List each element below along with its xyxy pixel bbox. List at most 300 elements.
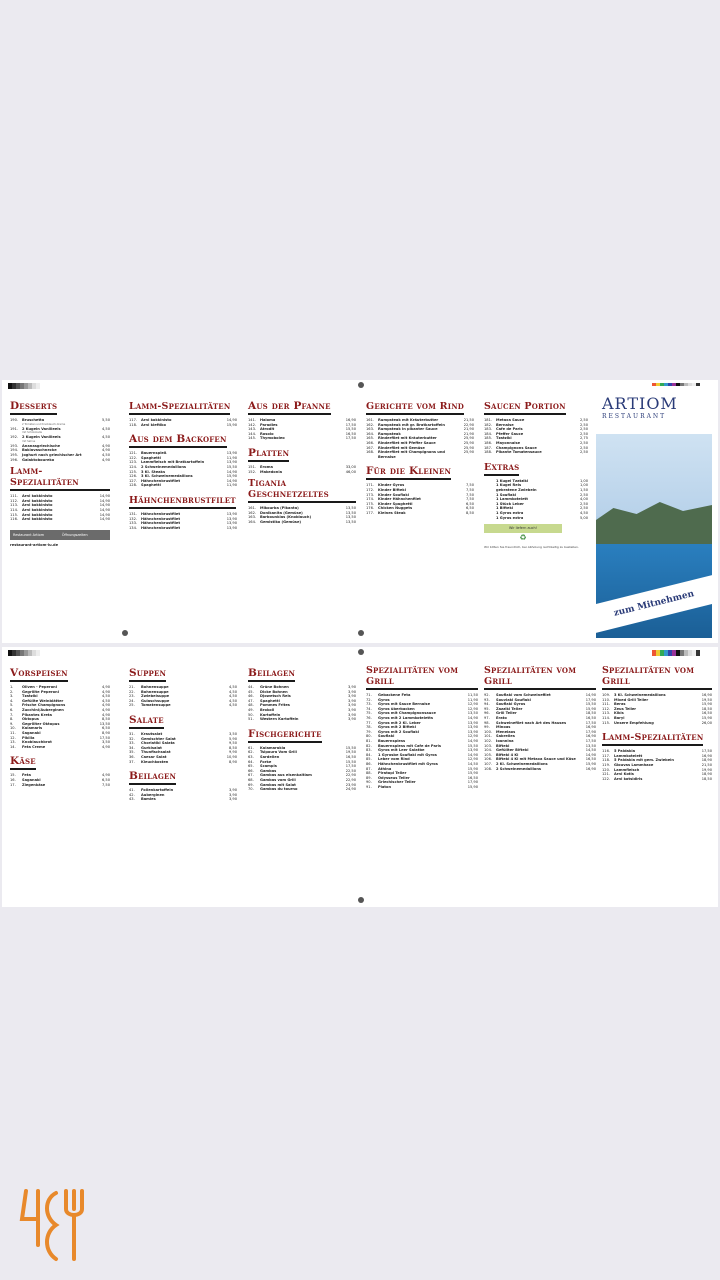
menu-item-num: 133. [129,521,138,526]
menu-item-num: 66. [248,768,254,773]
menu-item-price: 25,90 [463,450,474,455]
menu-item-name: Bifteki 4 Kl [496,752,519,757]
menu-item-name: Champignons Sauce [496,445,537,450]
menu-item-name: Pommes Frites [260,703,290,708]
menu-item-price: 2,50 [579,431,588,436]
menu-item-name: Donikanita (Gemüse) [260,510,303,515]
menu-item-price: 2,50 [579,501,588,506]
menu-item-name: 3 Kl. Schweinemedaillons [614,693,666,697]
menu-item-desc: mit Sahne [22,439,36,443]
menu-item-num: 78. [366,725,372,730]
menu-item-price: 17,50 [585,738,596,743]
menu-item-price: 46,00 [345,469,356,474]
menu-item-name: Hähnchenbrustfilet [141,516,181,521]
menu-item-num: 10. [10,726,16,731]
menu-item-num: 163. [366,427,375,432]
menu-item-num: 75. [366,711,372,716]
menu-item-name: Zucchini/Auberginen [22,707,64,712]
menu-item-num: 118. [602,758,611,763]
menu-item-num: 151. [248,464,257,469]
menu-item-num: 85. [366,757,372,762]
registration-mark [358,897,364,903]
restaurant-info-box [10,530,110,540]
menu-item-name: Gambas [260,768,277,773]
menu-item-num: 80. [366,734,372,739]
menu-item-name: Sardellen [260,754,280,759]
menu-item-price: 4,90 [101,457,110,462]
menu-item-price: 3,90 [347,712,356,717]
menu-item-num: 88. [366,771,372,776]
menu-item-price: 21,90 [463,431,474,436]
menu-item-num: 115. [10,512,19,517]
menu-item [248,787,356,792]
menu-item-num: 196. [10,457,19,462]
menu-item [129,797,237,802]
menu-item-name: Barbounkias (Knoblauch) [260,515,312,520]
column-beilagen [248,661,356,792]
menu-item-name: Gyros [378,697,390,702]
menu-item-name: Minoas [496,725,511,730]
menu-item-num: 82. [366,743,372,748]
menu-item-name: Galaktoboureko [22,457,55,462]
menu-item-name: Arni kokkinisto [22,517,53,522]
menu-item-num: 24. [129,698,135,703]
menu-item-name: Gyros mit 2 Kl. Leber [378,720,421,725]
menu-item-name: Pikantes Kreta [22,712,52,717]
section-heading-salate: Salate [129,714,164,729]
menu-item-name: Kalamaris [22,726,43,731]
menu-item-price: 19,50 [345,750,356,755]
menu-item-price: 14,90 [467,738,478,743]
menu-item-name: Saganaki [22,777,41,782]
section-heading-beilagen: Beilagen [129,770,176,785]
color-calibration-bar-right [652,650,700,656]
menu-item-price: 12,90 [467,706,478,711]
menu-item-name: Bruschetta [22,418,45,422]
menu-item-name: Lammkotelett [614,753,643,758]
menu-item-num: 126. [129,474,138,479]
section-heading-fisch: Fischgerichte [248,728,322,743]
menu-item-desc: mit Schokolade [22,431,42,435]
menu-item-num: 99. [484,725,490,730]
menu-item-name: Leber vom Rind [378,757,410,762]
menu-item-name: Paradies [260,422,278,427]
menu-item-num: 131. [129,511,138,516]
menu-item-price: 17,50 [701,749,712,754]
menu-item-num: 87. [366,766,372,771]
menu-item-name: Brokoli [260,707,275,712]
menu-item [248,470,356,475]
menu-item-name: Gyros mit Sauce Bernaise [378,702,431,707]
menu-item-name: Frische Champignons [22,703,66,708]
menu-item-price: 6,50 [465,501,474,506]
menu-item-price: 15,50 [345,427,356,432]
menu-item-num: 117. [602,753,611,758]
menu-item-num: 50. [248,712,254,717]
menu-item-price: 3,90 [347,717,356,722]
menu-item-name: Joghurt nach griechischer Art [22,452,82,457]
menu-item-price: 17,50 [345,436,356,441]
menu-item-price: 25,90 [463,445,474,450]
section-heading-grill-1: Spezialitäten vom Grill [366,665,478,690]
menu-item [248,436,356,441]
registration-mark [358,630,364,636]
menu-item-price: 25,90 [463,440,474,445]
menu-item-num: 44. [248,685,254,689]
menu-item-name: Arni kokkinisto [22,512,53,517]
menu-item-price: 4,90 [101,744,110,749]
menu-item-name: Kartoffeln [260,712,281,717]
menu-item-num: 116. [602,749,611,754]
menu-item-num: 43. [129,797,135,802]
menu-item-price: 22,90 [345,773,356,778]
menu-item-name: Tzatziki [22,694,38,699]
menu-item-name: Giouvas Lammhaxe [614,762,654,767]
menu-item-price: 18,50 [701,776,712,781]
section-heading-tigania: Tigania Geschnetzeltes [248,478,356,503]
menu-item-name: Scampis [260,764,277,769]
menu-sheet-bottom [2,647,718,907]
menu-item-num: 109. [602,693,611,697]
menu-item-price: 16,90 [701,753,712,758]
menu-item-num: 101. [484,734,493,739]
menu-item-num: 34. [129,745,135,750]
menu-item-price: 4,50 [101,435,110,440]
menu-item-num: 128. [129,483,138,488]
menu-item-name: Arni kokkinisto [22,503,53,508]
menu-item-name: Caesar Salat [141,754,167,759]
menu-item-name: Gambas du tourno [260,787,298,792]
menu-item-name: Hähnchenbrustfilet [141,511,181,516]
menu-item-num: 79. [366,729,372,734]
menu-item-price: 14,90 [99,494,110,499]
menu-item-price: 15,90 [467,784,478,789]
menu-item-price: 2,75 [579,436,588,441]
menu-item-num: 188. [484,450,493,455]
menu-item-price: 1,00 [579,483,588,488]
menu-item-num: 70. [248,787,254,792]
menu-item-num: 176. [366,506,375,511]
menu-item-price: 13,90 [467,725,478,730]
menu-item-name: Gurkisalat [141,745,162,750]
menu-item-name: Kikis [614,711,624,716]
menu-item-price: 4,50 [228,689,237,694]
menu-item-price: 4,90 [101,773,110,778]
menu-item-price: 13,90 [467,729,478,734]
column-grill-1 [366,661,478,789]
menu-item-num: 114. [10,507,19,512]
menu-item-num: 124. [129,464,138,469]
menu-item [366,450,474,459]
menu-item-num: 116. [10,517,19,522]
menu-item-name: Gegrillte Peperoni [22,689,59,694]
menu-item-name: Hähnchenbrustfilet [141,525,181,530]
menu-item-name: Rumpsteak mit Kräuterbutter [378,418,439,422]
menu-item-name: Chicken Nuggets [378,506,413,511]
menu-item [10,517,110,522]
menu-item-price: 4,50 [101,698,110,703]
menu-item-num: 171. [366,483,375,488]
menu-item-price: 18,50 [701,706,712,711]
menu-item-price: 6,50 [101,777,110,782]
info-address: Restaurant Artiom [13,532,45,537]
menu-item [10,783,110,788]
menu-item-price: 3,90 [347,689,356,694]
menu-item-num: 115. [602,720,611,725]
menu-item-num: 118. [129,422,138,427]
menu-item-num: 110. [602,697,611,702]
menu-item-name: Hähnchenbrustfilet [141,521,181,526]
menu-item-price: 17,90 [467,780,478,785]
menu-item-num: 22. [129,689,135,694]
menu-item-name: Kinder Bifteki [378,487,406,492]
menu-item-num: 12. [10,735,16,740]
menu-item-name: Zeus Teller [614,706,637,711]
menu-item-name: Zwiebelsuppe [141,694,170,699]
menu-item-name: Pikante Tomatensauce [496,450,542,455]
menu-item-name: Rinderfilet mit Gemüse [378,445,425,450]
section-heading-vorspeisen: Vorspeisen [10,667,68,682]
menu-item [129,703,237,708]
menu-item-num: 33. [129,741,135,746]
menu-item-num: 121. [602,772,611,777]
menu-item-price: 18,50 [585,711,596,716]
menu-item-price: 4,50 [228,703,237,708]
registration-mark [358,649,364,655]
menu-item-price: 2,50 [579,450,588,455]
menu-item-name: Athina [378,766,392,771]
menu-item-name: Oliven - Peperoni [22,685,57,689]
menu-item-name: Grill Teller [496,711,517,716]
column-saucen [484,394,588,549]
menu-item-name: Kalamarakia [260,745,286,750]
menu-item-name: Zazziki Teller [496,706,523,711]
menu-item-name: Arni kotsidiris [614,776,643,781]
column-suppen [129,661,237,802]
menu-item-price: 17,90 [585,697,596,702]
registration-mark [358,382,364,388]
menu-item-name: Sabrelles [496,734,515,739]
menu-item-price: 14,90 [99,503,110,508]
menu-item-name: Gefüllte Weinblätter [22,698,64,703]
menu-item [366,785,478,790]
menu-item-price: 8,50 [465,510,474,515]
menu-item-price: 5,90 [228,736,237,741]
menu-item-name: Kinder Spaghetti [378,501,413,506]
menu-item-price: 4,50 [101,426,110,431]
menu-item-price: 3,50 [101,740,110,745]
menu-item-name: Mixed Grill Teller [614,697,649,702]
menu-item-name: Gyros mit Champignonsauce [378,711,436,716]
menu-item-name: Gemischter Salat [141,736,176,741]
menu-item-price: 15,90 [701,702,712,707]
menu-item-price: 12,90 [467,702,478,707]
menu-item-price: 22,90 [345,777,356,782]
menu-item-num: 2. [10,689,14,694]
menu-item-price: 13,50 [345,510,356,515]
menu-item-price: 2,50 [579,422,588,427]
menu-item-num: 94. [484,702,490,707]
menu-item-price: 6,50 [101,726,110,731]
menu-item-name: Krautsalat [141,731,163,736]
menu-item-name: Souflaki vom Schweinefilet [496,693,551,697]
menu-item-name: 1 Gyros extra [496,515,524,520]
menu-item-num: 65. [248,764,254,769]
menu-item-name: Unsere Empfehlung [614,720,654,725]
menu-item-price: 7,50 [465,483,474,488]
menu-item-name: Bamies [141,797,156,802]
menu-item-price: 4,50 [228,694,237,699]
menu-item-price: 3,90 [347,694,356,699]
column-desserts [10,394,110,548]
menu-item-num: 173. [366,492,375,497]
menu-item-price: 14,50 [585,748,596,753]
menu-item-price: 16,50 [345,754,356,759]
menu-item-num: 76. [366,715,372,720]
menu-item-price: 16,90 [585,766,596,771]
menu-item-num: 93. [484,697,490,702]
menu-item-num: 90. [366,780,372,785]
menu-item-name: Bernaise [496,422,514,427]
menu-item [10,458,110,463]
menu-item-name: 1 Kugel Reis [496,483,522,488]
menu-item-name: Rinderfilet mit Champignons und Bernaise [378,450,445,459]
menu-item-price: 17,50 [345,764,356,769]
menu-item-price: 5,50 [101,418,110,422]
menu-item-num: 62. [248,750,254,755]
menu-item-price: 3,90 [228,797,237,802]
menu-item-name: Kleines Steak [378,510,406,515]
menu-item-name: Ioannina [496,738,514,743]
menu-item-name: Choriatiki Salata [141,741,175,746]
menu-item-price: 11,90 [467,697,478,702]
menu-item-num: 17. [10,782,16,787]
menu-item-price: 4,50 [228,685,237,689]
menu-item-name: Forke [260,759,272,764]
menu-item-name: Griechischer Teller [378,780,416,785]
menu-item-name: Bohnensuppe [141,685,169,689]
menu-item [602,777,712,782]
menu-item-name: Baryl [614,715,625,720]
menu-item-name: Rumpsteak mit gr. Bratkartoffeln [378,422,445,427]
menu-item-num: 49. [248,707,254,712]
menu-item-name: Pfeffer Sauce [496,431,524,436]
menu-item-name: Rinderfilet mit Kräuterbutter [378,436,437,441]
takeaway-banner: zum Mitnehmen [596,574,712,633]
menu-item-name: Atrodit [260,427,275,432]
menu-item-name: Bauernspiess [378,738,406,743]
menu-item-name: Tzatziki [496,436,512,441]
menu-item-name: Arni kokkinisto [22,494,53,499]
menu-item-name: Western Kartoffeln [260,717,299,722]
menu-item-price: 9,50 [228,741,237,746]
menu-item-num: 174. [366,497,375,502]
menu-item-num: 67. [248,773,254,778]
menu-item-price: 13,90 [226,521,237,526]
menu-item-num: 111. [10,494,19,499]
menu-item-price: 4,50 [101,694,110,699]
recycle-icon: ♻ [519,533,527,543]
menu-item-price: 13,90 [226,451,237,456]
menu-item-name: Dicke Bohnen [260,689,288,694]
menu-item-price: 5,00 [579,515,588,520]
menu-item-name: Spaghetti [141,483,161,488]
menu-item-num: 175. [366,501,375,506]
section-heading-platten: Platten [248,447,289,462]
menu-item-name: Hähnchenbrustfilet [141,478,181,483]
menu-item-price: 13,90 [226,460,237,465]
menu-item-name: Gyros mit 2 Lammkoteletts [378,715,433,720]
menu-item-name: Oktopus [22,717,39,722]
menu-item-name: Pikilia [22,735,35,740]
menu-item-name: Grüne Bohnen [260,685,289,689]
menu-item-name: 2 Kl. Schweinemedaillons [496,761,548,766]
menu-item-num: 61. [248,745,254,750]
menu-item-num: 15. [10,773,16,778]
menu-item [129,526,237,531]
menu-item-name: Mikourba (Pikanta) [260,506,299,511]
menu-item-name: Eroma [260,464,273,469]
menu-item-num: 4. [10,698,14,703]
menu-item-num: 108. [484,766,493,771]
info-hours: Öffnungszeiten [61,532,88,537]
menu-item-price: 19,50 [701,697,712,702]
menu-item-name: Gyros mit 2 Souflaki [378,729,419,734]
menu-item-num: 172. [366,487,375,492]
menu-item-name: Tomatensuppe [141,703,171,708]
menu-item-num: 31. [129,731,135,736]
menu-item-price: 17,90 [585,729,596,734]
menu-item-num: 21. [129,685,135,689]
menu-item-price: 15,50 [585,702,596,707]
menu-item-num: 194. [10,448,19,453]
section-heading-lamm-2: Lamm-Spezialitäten [129,401,230,415]
menu-item-price: 2,50 [579,418,588,422]
menu-item-price: 15,90 [226,474,237,479]
menu-item-num: 97. [484,715,490,720]
menu-item-num: 48. [248,703,254,708]
menu-item-num: 64. [248,759,254,764]
menu-item-num: 184. [484,431,493,436]
menu-item-price: 11,50 [467,693,478,697]
menu-item-num: 69. [248,782,254,787]
menu-item-price: 4,90 [101,685,110,689]
menu-item-name: Baklavaschnecke [22,448,57,453]
restaurant-logo-subtitle: RESTAURANT [602,413,667,420]
menu-item-name: Gambas vom Grill [260,777,296,782]
menu-item-price: 15,90 [585,761,596,766]
menu-item [10,418,110,423]
logo-panel [596,386,712,638]
menu-item-name: Souvlaki Souflaki [496,697,531,702]
menu-item-num: 113. [10,503,19,508]
menu-item-price: 14,90 [467,752,478,757]
menu-item-num: 107. [484,761,493,766]
menu-item-name: 3 Kl. Steaks [141,469,166,474]
menu-item-price: 13,50 [345,515,356,520]
menu-item-price: 8,50 [101,717,110,722]
menu-item-num: 162. [248,510,257,515]
menu-item-price: 16,90 [585,734,596,739]
menu-item-num: 191. [10,426,19,431]
menu-item-num: 45. [248,689,254,694]
menu-item-price: 8,50 [228,745,237,750]
section-heading-rind: Gerichte vom Rind [366,401,464,415]
menu-item-num: 68. [248,777,254,782]
menu-item-price: 13,50 [345,506,356,511]
registration-mark [122,630,128,636]
menu-item-name: Thymoboleo [260,436,285,441]
